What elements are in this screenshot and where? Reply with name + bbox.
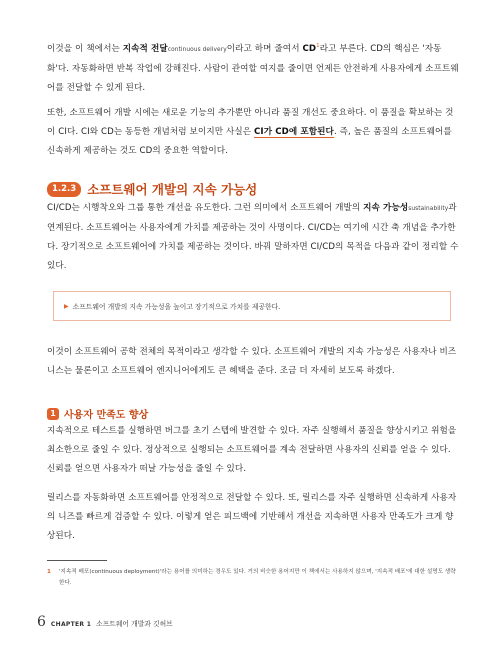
term-cd: CD — [302, 44, 317, 54]
text-span: 라고 부른다. CD의 핵심은 '자동화'다. 자동화하면 반복 작업에 강해진다. 사람이 관여할 여지를 줄이면 언제든 안전하게 사용자에게 소프트웨어를 전달할 수 있게 된다. — [47, 44, 459, 93]
footnote-ref[interactable]: 1 — [316, 43, 320, 50]
subsection-heading — [47, 406, 148, 421]
footnote-number: 1 — [47, 569, 51, 575]
section-number-badge: 1.2.3 — [47, 182, 81, 197]
text-span: 이라고 하며 줄여서 — [226, 44, 303, 54]
paragraph-cd-intro — [47, 40, 459, 98]
subsection-title: 사용자 만족도 향상 — [64, 410, 149, 421]
key-point-text: 소프트웨어 개발의 지속 가능성을 높이고 장기적으로 가치를 제공한다. — [72, 303, 281, 311]
text-span: . 즉, 높은 품질의 소프트웨어를 신속하게 제공하는 것도 CD의 중요한 역할이다. — [47, 127, 452, 156]
text-span: CI/CD는 시행착오와 그룹 통한 개선을 유도한다. 그런 의미에서 소프트웨어 개발의 — [47, 203, 364, 213]
text-span: 과 연계된다. 소프트웨어는 사용자에게 가치를 제공하는 것이 사명이다. CI/CD는 여기에 시간 축 개념을 추가한다. 장기적으로 소프트웨어에 가치를 제공하는 것이다. 바꿔 말하자면 CI/CD의 목적을 다음과 같이 정리할 수 있다. — [47, 203, 459, 271]
highlight-ci-in-cd: CI가 CD에 포함된다 — [254, 127, 334, 137]
chapter-title: 소프트웨어 개발과 깃허브 — [96, 620, 173, 628]
footnote — [47, 567, 459, 589]
paragraph-release: 릴리스를 자동화하면 소프트웨어를 안정적으로 전달할 수 있다. 또, 릴리스를 자주 실행하면 신속하게 사용자의 니즈를 빠르게 검증할 수 있다. 이렇게 얻은 피드백에 기반해서 개선을 지속하면 사용자 만족도가 크게 향상된다. — [47, 493, 457, 541]
chapter-label: CHAPTER 1 — [50, 621, 92, 628]
paragraph-purpose: 이것이 소프트웨어 공학 전체의 목적이라고 생각할 수 있다. 소프트웨어 개발의 지속 가능성은 사용자나 비즈니스는 물론이고 소프트웨어 엔지니어에게도 큰 혜택을 준다. 조금 더 자세히 보도록 하겠다. — [47, 347, 457, 376]
term-english: sustainability — [408, 206, 449, 212]
text-span: 또한, 소프트웨어 개발 시에는 새로운 기능의 추가뿐만 아니라 품질 개선도 중요하다. 이 품질을 확보하는 것이 CI다. CI와 CD는 동등한 개념처럼 보이지만 사실은 — [47, 108, 454, 137]
term-sustainability: 지속 가능성 — [363, 203, 409, 213]
page-number: 6 — [37, 614, 46, 630]
subsection-number-badge: 1 — [47, 408, 59, 420]
text-span: 이것을 이 책에서는 — [47, 44, 123, 54]
key-point-box — [53, 291, 451, 321]
paragraph-ci-cd-relation — [47, 104, 459, 161]
term-english: continuous delivery — [167, 47, 227, 53]
footnote-text: '지속적 배포(continuous deployment)'라는 용어를 의미하는 경우도 있다. 거의 비슷한 용어지만 이 책에서는 사용하지 않으며, '지속적 배포'에 대한 설명도 생략한다. — [59, 569, 456, 586]
paragraph-sustainability — [47, 199, 459, 276]
term-continuous-delivery: 지속적 전달 — [122, 44, 168, 54]
triangle-bullet-icon: ▶ — [64, 302, 69, 310]
page-footer — [37, 614, 173, 630]
section-title: 소프트웨어 개발의 지속 가능성 — [87, 182, 258, 197]
footnote-divider — [47, 560, 107, 561]
section-heading — [47, 180, 257, 198]
paragraph-testing: 지속적으로 테스트를 실행하면 버그를 초기 스텝에 발견할 수 있다. 자주 실행해서 품질을 향상시키고 위험을 최소한으로 줄일 수 있다. 정상적으로 실행되는 소프트웨어를 계속 전달하면 사용자의 신뢰를 얻을 수 있다. 신뢰를 얻으면 사용자가 떠날 가능성을 줄일 수 있다. — [47, 426, 457, 474]
